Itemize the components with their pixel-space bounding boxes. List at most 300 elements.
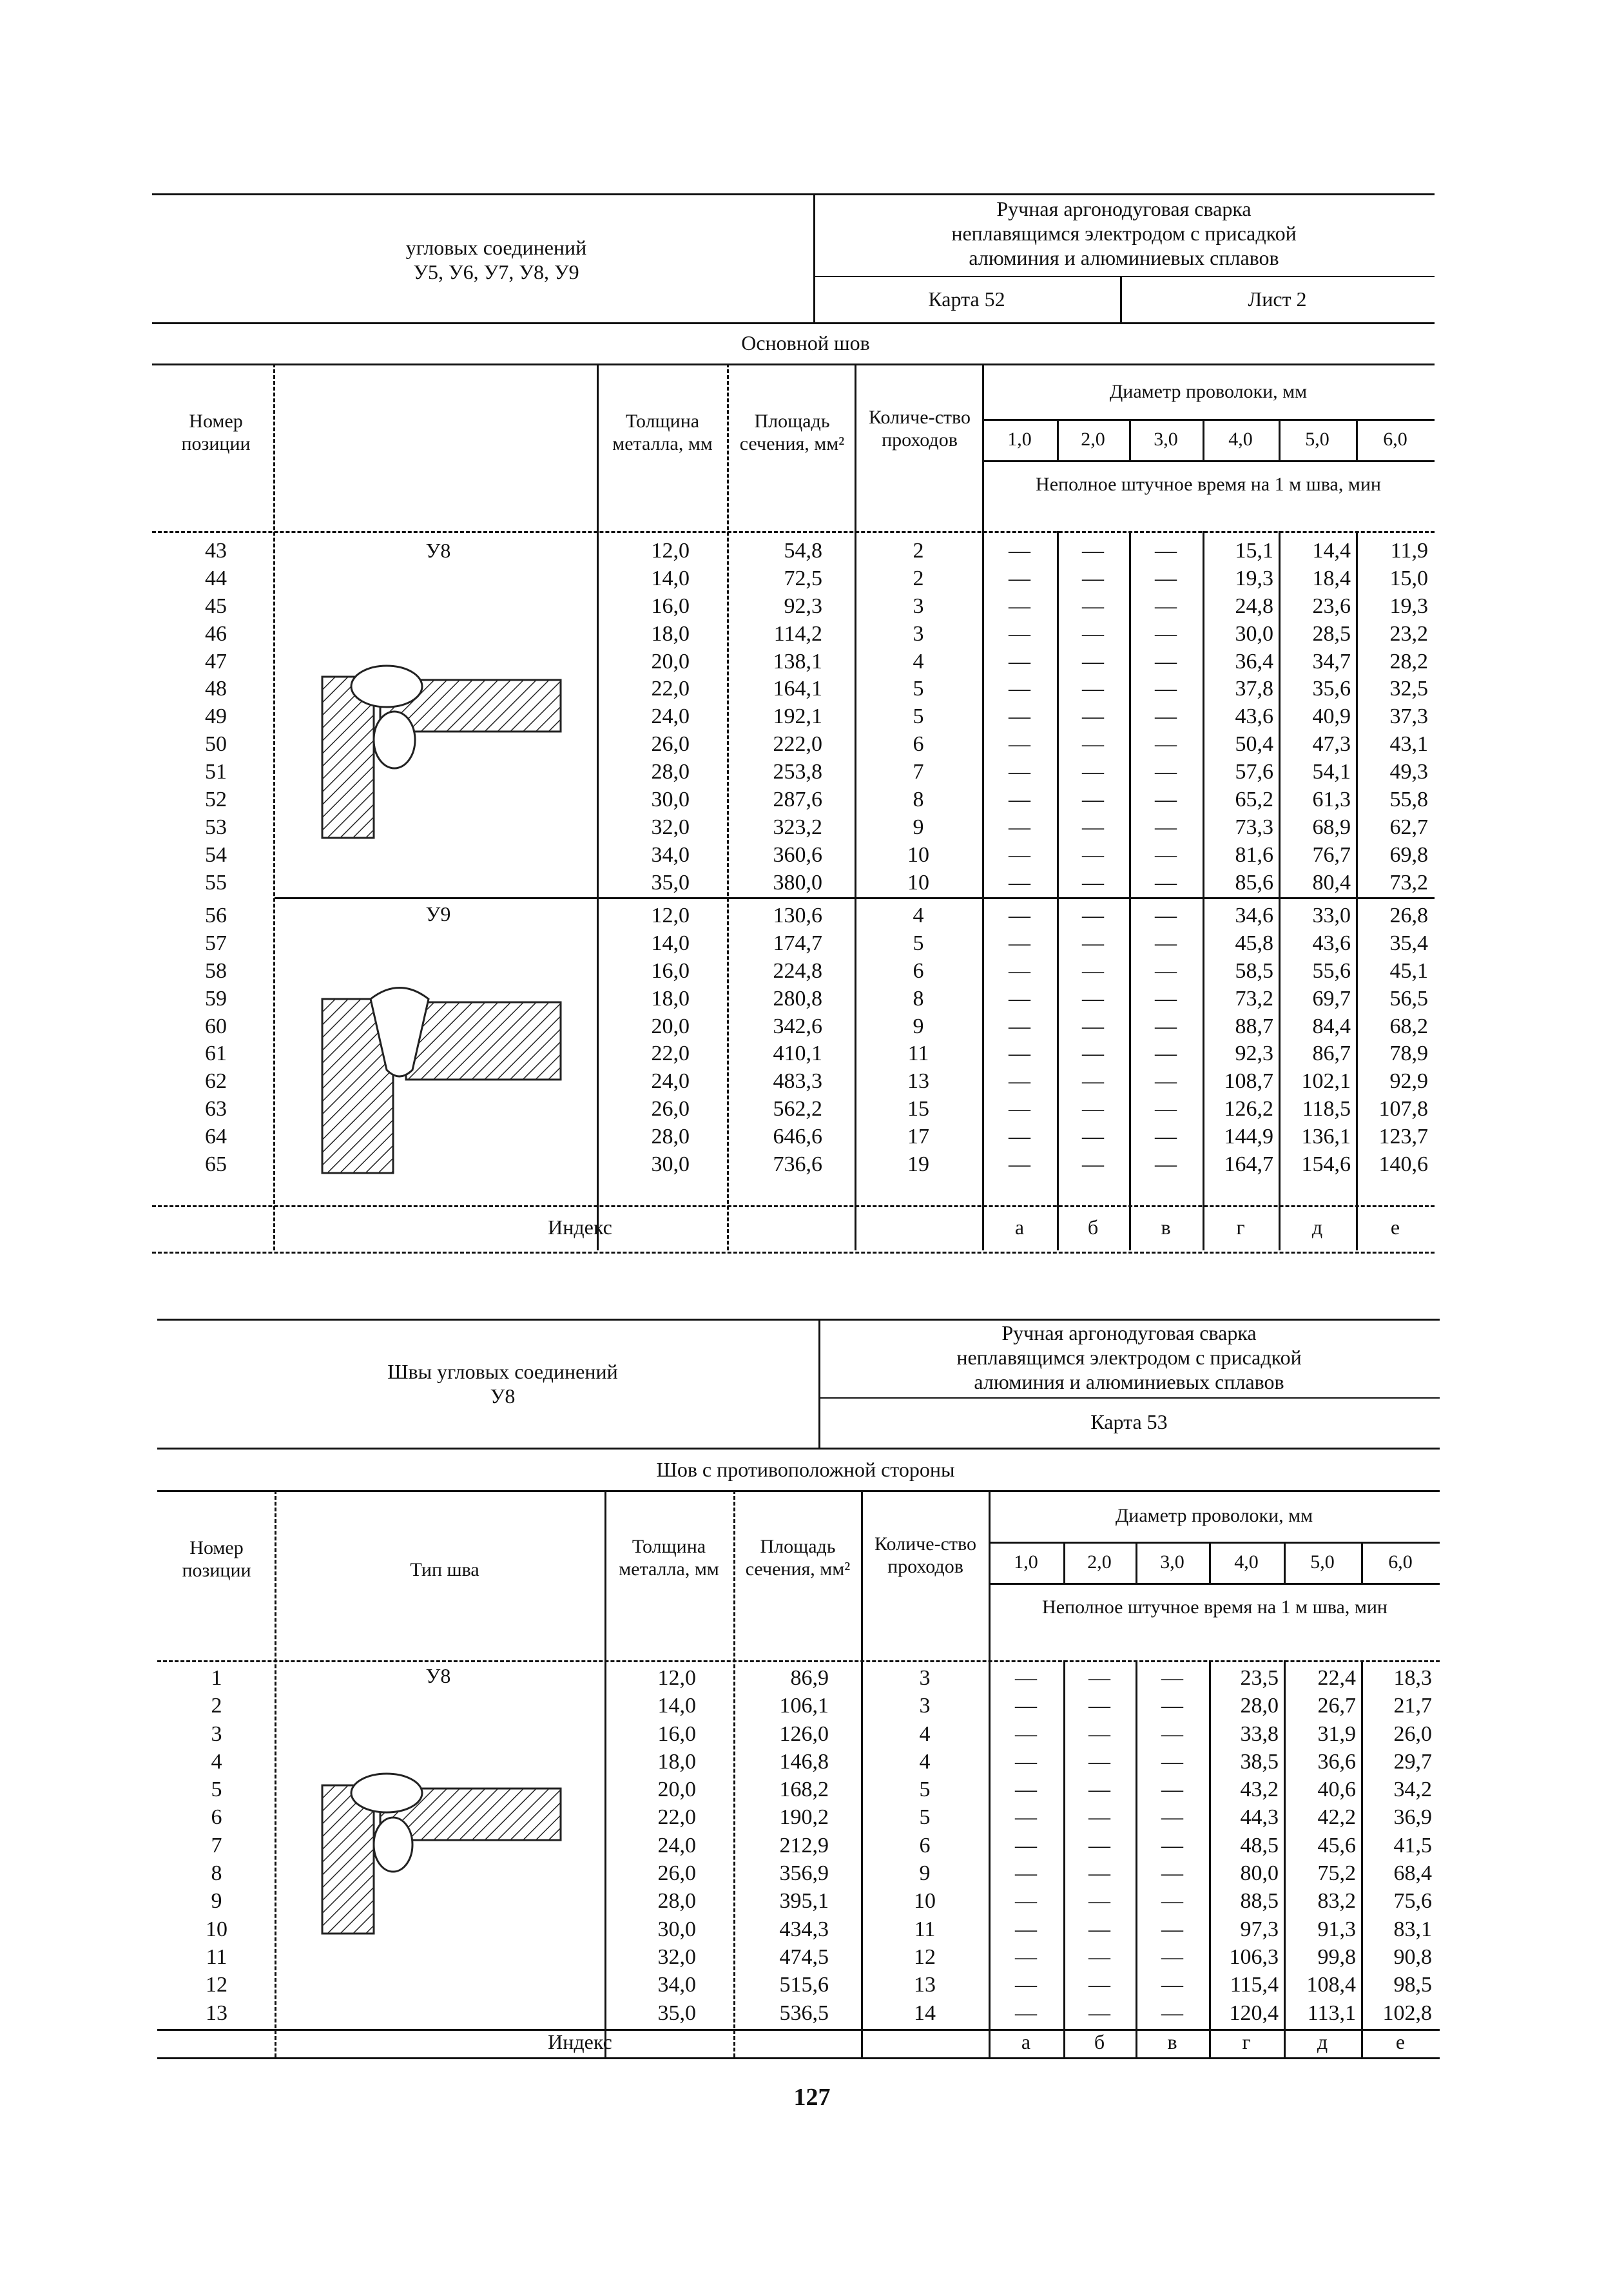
table-cell-d4: 37,8 [1235,677,1273,701]
card53-header-time: Неполное штучное время на 1 м шва, мин [1042,1596,1387,1618]
table-cell-d2: — [1082,1097,1104,1121]
table-cell-thickness: 18,0 [657,1749,696,1774]
card52-index-label: Индекс [548,1216,612,1239]
table-cell-pos: 64 [205,1125,227,1149]
table-cell-d4: 43,6 [1235,704,1273,729]
table-cell-d2: — [1088,1833,1110,1857]
table-cell-d6: 28,2 [1389,649,1428,674]
table-cell-d1: — [1009,1097,1030,1121]
table-cell-d6: 37,3 [1389,704,1428,729]
table-cell-d2: — [1088,1889,1110,1914]
table-cell-d2: — [1088,1973,1110,1997]
table-cell-passes: 3 [919,1694,931,1718]
table-cell-pos: 2 [211,1694,222,1718]
table-cell-d5: 40,9 [1312,704,1351,729]
table-cell-d6: 23,2 [1389,621,1428,646]
table-cell-pos: 53 [205,815,227,839]
card53-header-wire-diameter: Диаметр проволоки, мм [1115,1505,1313,1526]
card52-header-area: Площадь сечения, мм² [739,411,845,455]
table-cell-pos: 44 [205,566,227,590]
card52-g2-d2-col [1058,902,1128,1179]
table-cell-thickness: 20,0 [651,1014,690,1038]
table-cell-d3: — [1155,732,1177,757]
table-cell-d4: 164,7 [1224,1152,1273,1177]
card52-index-e: е [1390,1216,1400,1239]
table-cell-d4: 50,4 [1235,732,1273,757]
card52-index-d: д [1311,1216,1323,1239]
table-cell-d6: 34,2 [1393,1778,1432,1802]
table-cell-area: 130,6 [773,904,822,927]
table-cell-area: 54,8 [784,539,822,563]
card52-title-right-line2: неплавящимся электродом с присадкой [951,221,1297,245]
table-cell-passes: 8 [913,986,924,1011]
table-cell-d1: — [1015,1944,1037,1969]
table-cell-passes: 17 [907,1125,929,1149]
table-cell-d6: 29,7 [1393,1749,1432,1774]
table-cell-area: 126,0 [779,1721,829,1746]
table-cell-area: 222,0 [773,732,822,757]
table-cell-pos: 46 [205,621,227,646]
card53-area-col [739,1664,829,2027]
table-cell-passes: 4 [913,904,924,927]
table-cell-d4: 24,8 [1235,594,1273,618]
table-cell-area: 342,6 [773,1014,822,1038]
table-cell-d3: — [1161,1694,1183,1718]
table-cell-d1: — [1015,1861,1037,1886]
weld-bead [351,1774,422,1812]
table-cell-thickness: 12,0 [657,1666,696,1690]
table-cell-d3: — [1161,1721,1183,1746]
table-cell-d4: 30,0 [1235,621,1273,646]
table-cell-passes: 3 [913,594,924,618]
table-cell-d3: — [1155,842,1177,867]
table-cell-d2: — [1082,704,1104,729]
table-cell-d2: — [1082,931,1104,955]
table-cell-d1: — [1009,760,1030,784]
table-cell-d4: 45,8 [1235,931,1273,955]
table-cell-d5: 54,1 [1312,760,1351,784]
card52-g2-d3-col [1130,902,1201,1179]
table-cell-d6: 68,2 [1389,1014,1428,1038]
card53-weld-type: У8 [425,1664,451,1687]
card52-g2-weld-type: У9 [425,902,451,926]
table-cell-pos: 65 [205,1152,227,1177]
table-cell-pos: 3 [211,1721,222,1746]
table-cell-d6: 55,8 [1389,788,1428,812]
table-cell-d5: 76,7 [1312,842,1351,867]
table-cell-d1: — [1009,1069,1030,1094]
table-cell-d6: 75,6 [1393,1889,1432,1914]
table-cell-d5: 75,2 [1317,1861,1356,1886]
table-cell-area: 72,5 [784,566,822,590]
card52-g1-area-col [732,538,822,897]
card53-d5-col [1285,1664,1356,2027]
table-cell-d3: — [1161,1805,1183,1830]
table-cell-d3: — [1155,1152,1177,1177]
table-cell-d5: 55,6 [1312,958,1351,983]
card52-g1-d1-col [983,538,1056,897]
table-cell-d1: — [1015,1749,1037,1774]
card52-index-v: в [1161,1216,1171,1239]
table-cell-d2: — [1088,1917,1110,1941]
table-cell-thickness: 18,0 [651,621,690,646]
card52-g2-pos-col [161,902,271,1179]
table-cell-pos: 1 [211,1666,222,1690]
table-cell-area: 356,9 [779,1861,829,1886]
table-cell-d2: — [1082,566,1104,590]
weld-bead [351,666,422,707]
table-cell-d4: 144,9 [1224,1125,1273,1149]
table-cell-d1: — [1009,1014,1030,1038]
table-cell-d4: 88,7 [1235,1014,1273,1038]
table-cell-passes: 6 [913,958,924,983]
table-cell-d5: 28,5 [1312,621,1351,646]
table-cell-area: 646,6 [773,1125,822,1149]
page-number: 127 [793,2084,831,2111]
card53-diam-1: 1,0 [1014,1551,1038,1573]
table-cell-passes: 11 [907,1042,929,1066]
table-cell-d6: 102,8 [1382,2001,1432,2025]
table-cell-thickness: 35,0 [657,2001,696,2025]
card53-title-right-line2: неплавящимся электродом с присадкой [956,1345,1302,1369]
table-cell-d4: 80,0 [1240,1861,1279,1886]
table-cell-d3: — [1155,760,1177,784]
table-cell-pos: 63 [205,1097,227,1121]
table-cell-area: 483,3 [773,1069,822,1094]
table-cell-area: 164,1 [773,677,822,701]
table-cell-area: 395,1 [779,1889,829,1914]
table-cell-thickness: 30,0 [651,1152,690,1177]
table-cell-d6: 68,4 [1393,1861,1432,1886]
table-cell-d2: — [1088,1778,1110,1802]
table-cell-passes: 3 [913,621,924,646]
table-cell-d2: — [1082,594,1104,618]
table-cell-d4: 108,7 [1224,1069,1273,1094]
table-cell-d3: — [1161,1749,1183,1774]
card53-title-left-line2: У8 [490,1384,516,1408]
table-cell-d6: 69,8 [1389,842,1428,867]
table-cell-d4: 73,2 [1235,986,1273,1011]
card52-g1-passes-col [857,538,980,897]
table-cell-pos: 47 [205,649,227,674]
table-cell-d3: — [1155,986,1177,1011]
card52-header-position: Номер позиции [181,411,251,455]
table-cell-thickness: 34,0 [651,842,690,867]
table-cell-d1: — [1009,788,1030,812]
table-cell-d3: — [1155,621,1177,646]
table-cell-d1: — [1009,539,1030,563]
table-cell-d6: 56,5 [1389,986,1428,1011]
card53-title-right [818,1321,1440,1394]
table-cell-d5: 118,5 [1302,1097,1351,1121]
card53-diam-4: 4,0 [1234,1551,1259,1573]
card52-g2-d1-col [983,902,1056,1179]
table-cell-passes: 13 [914,1973,936,1997]
table-cell-pos: 49 [205,704,227,729]
table-cell-d6: 107,8 [1378,1097,1428,1121]
table-cell-d5: 99,8 [1317,1944,1356,1969]
weld-bead-back [374,712,415,768]
table-cell-area: 736,6 [773,1152,822,1177]
table-cell-thickness: 32,0 [657,1944,696,1969]
weld-diagram-u8 [309,664,567,844]
table-cell-area: 474,5 [779,1944,829,1969]
card52-g2-d5-col [1280,902,1351,1179]
table-cell-d5: 91,3 [1317,1917,1356,1941]
table-cell-d3: — [1155,539,1177,563]
card52-diam-5: 5,0 [1305,429,1329,450]
table-cell-pos: 62 [205,1069,227,1094]
table-cell-d6: 26,8 [1389,904,1428,927]
table-cell-d4: 19,3 [1235,566,1273,590]
table-cell-passes: 5 [913,677,924,701]
table-cell-d3: — [1155,1069,1177,1094]
table-cell-d5: 18,4 [1312,566,1351,590]
table-cell-thickness: 30,0 [651,788,690,812]
table-cell-d1: — [1009,870,1030,895]
table-cell-thickness: 35,0 [651,870,690,895]
card53-index-d: д [1317,2030,1328,2053]
card53-index-g: г [1242,2030,1251,2053]
table-cell-area: 280,8 [773,986,822,1011]
table-cell-passes: 14 [914,2001,936,2025]
card53-pos-col [161,1664,272,2027]
card53-d3-col [1137,1664,1208,2027]
table-cell-d1: — [1009,704,1030,729]
table-cell-d3: — [1155,594,1177,618]
table-cell-d6: 140,6 [1378,1152,1428,1177]
table-cell-area: 536,5 [779,2001,829,2025]
table-cell-d2: — [1088,1805,1110,1830]
table-cell-passes: 9 [913,1014,924,1038]
table-cell-d1: — [1009,1042,1030,1066]
table-cell-d4: 48,5 [1240,1833,1279,1857]
card53-title-left [277,1360,728,1409]
weld-bead-back [374,1818,412,1872]
table-cell-d5: 136,1 [1301,1125,1351,1149]
table-cell-pos: 45 [205,594,227,618]
weld-diagram-u8-back [309,1772,567,1940]
table-cell-pos: 57 [205,931,227,955]
table-cell-d6: 41,5 [1393,1833,1432,1857]
card52-g1-weld-type: У8 [425,539,451,562]
table-cell-d2: — [1082,842,1104,867]
card53-section-title: Шов с противоположной стороны [656,1458,955,1481]
card52-title-left-line2: У5, У6, У7, У8, У9 [413,260,579,284]
table-cell-d4: 73,3 [1235,815,1273,839]
table-cell-d5: 154,6 [1301,1152,1351,1177]
card53-header-area: Площадь сечения, мм² [745,1536,851,1580]
table-cell-area: 212,9 [779,1833,829,1857]
card52-g1-d2-col [1058,538,1128,897]
card53-index-label: Индекс [548,2030,612,2053]
table-cell-d6: 21,7 [1393,1694,1432,1718]
table-cell-d5: 14,4 [1312,539,1351,563]
table-cell-thickness: 16,0 [651,594,690,618]
table-cell-passes: 11 [914,1917,936,1941]
table-cell-thickness: 12,0 [651,539,690,563]
card53-d1-col [990,1664,1062,2027]
table-cell-d2: — [1082,904,1104,927]
table-cell-d5: 102,1 [1301,1069,1351,1094]
table-cell-d6: 83,1 [1393,1917,1432,1941]
table-cell-d6: 62,7 [1389,815,1428,839]
card53-diam-2: 2,0 [1087,1551,1112,1573]
table-cell-d5: 86,7 [1312,1042,1351,1066]
card52-header-time: Неполное штучное время на 1 м шва, мин [1036,474,1381,495]
table-cell-d4: 85,6 [1235,870,1273,895]
table-cell-d6: 15,0 [1389,566,1428,590]
table-cell-d4: 38,5 [1240,1749,1279,1774]
card52-g1-d4-col [1204,538,1273,897]
table-cell-d4: 126,2 [1224,1097,1273,1121]
table-cell-thickness: 16,0 [657,1721,696,1746]
table-cell-d5: 113,1 [1307,2001,1356,2025]
table-cell-d1: — [1009,677,1030,701]
table-cell-d3: — [1155,704,1177,729]
card52-g1-pos-col [161,538,271,897]
table-cell-d5: 108,4 [1306,1973,1356,1997]
table-cell-area: 410,1 [773,1042,822,1066]
table-cell-d5: 68,9 [1312,815,1351,839]
card52-diam-1: 1,0 [1007,429,1032,450]
table-cell-d5: 35,6 [1312,677,1351,701]
table-cell-d6: 92,9 [1389,1069,1428,1094]
table-cell-d5: 43,6 [1312,931,1351,955]
table-cell-thickness: 20,0 [651,649,690,674]
table-cell-d2: — [1088,1694,1110,1718]
table-cell-area: 174,7 [773,931,822,955]
table-cell-pos: 55 [205,870,227,895]
card53-header-weld-type: Тип шва [410,1559,479,1580]
table-cell-d2: — [1082,1014,1104,1038]
table-cell-thickness: 28,0 [651,1125,690,1149]
card52-header-wire-diameter: Диаметр проволоки, мм [1109,381,1308,402]
card52-diam-6: 6,0 [1383,429,1407,450]
table-cell-d5: 80,4 [1312,870,1351,895]
table-cell-d5: 26,7 [1317,1694,1356,1718]
table-cell-d2: — [1088,1721,1110,1746]
table-cell-d5: 83,2 [1317,1889,1356,1914]
table-cell-d5: 61,3 [1312,788,1351,812]
table-cell-d3: — [1155,958,1177,983]
table-cell-thickness: 22,0 [657,1805,696,1830]
table-cell-d2: — [1082,1042,1104,1066]
table-cell-d6: 98,5 [1393,1973,1432,1997]
table-cell-d6: 49,3 [1389,760,1428,784]
table-cell-d2: — [1088,1749,1110,1774]
table-cell-passes: 7 [913,760,924,784]
table-cell-thickness: 18,0 [651,986,690,1011]
table-cell-d5: 84,4 [1312,1014,1351,1038]
table-cell-thickness: 34,0 [657,1973,696,1997]
table-cell-area: 380,0 [773,870,822,895]
card52-title-right [813,197,1435,270]
table-cell-d3: — [1155,566,1177,590]
table-cell-d6: 26,0 [1393,1721,1432,1746]
table-cell-d4: 43,2 [1240,1778,1279,1802]
table-cell-passes: 9 [913,815,924,839]
table-cell-d4: 36,4 [1235,649,1273,674]
table-cell-d6: 18,3 [1393,1666,1432,1690]
table-cell-d3: — [1155,815,1177,839]
table-cell-thickness: 26,0 [657,1861,696,1886]
table-cell-d3: — [1161,1778,1183,1802]
table-cell-d1: — [1009,842,1030,867]
table-cell-thickness: 16,0 [651,958,690,983]
table-cell-thickness: 24,0 [651,704,690,729]
card52-index-a: а [1014,1216,1025,1239]
card53-d4-col [1210,1664,1279,2027]
table-cell-pos: 10 [206,1917,227,1941]
table-cell-d2: — [1088,1861,1110,1886]
weld-horizontal-plate [406,1002,561,1080]
table-cell-d5: 36,6 [1317,1749,1356,1774]
table-cell-d1: — [1015,1694,1037,1718]
table-cell-d2: — [1082,677,1104,701]
table-cell-d1: — [1009,986,1030,1011]
table-cell-area: 192,1 [773,704,822,729]
table-cell-thickness: 14,0 [657,1694,696,1718]
table-cell-passes: 3 [919,1666,931,1690]
table-cell-d6: 32,5 [1389,677,1428,701]
table-cell-thickness: 12,0 [651,904,690,927]
table-cell-d1: — [1015,1721,1037,1746]
table-cell-d5: 23,6 [1312,594,1351,618]
table-cell-pos: 56 [205,904,227,927]
card52-header-thickness: Толщина металла, мм [612,411,713,455]
table-cell-d4: 120,4 [1229,2001,1279,2025]
table-cell-d1: — [1015,1833,1037,1857]
table-cell-area: 146,8 [779,1749,829,1774]
card52-g2-passes-col [857,902,980,1179]
table-cell-d3: — [1161,1889,1183,1914]
table-cell-pos: 4 [211,1749,222,1774]
table-cell-thickness: 20,0 [657,1778,696,1802]
table-cell-area: 138,1 [773,649,822,674]
table-cell-passes: 13 [907,1069,929,1094]
table-cell-d5: 33,0 [1312,904,1351,927]
table-cell-d1: — [1015,1889,1037,1914]
table-cell-passes: 8 [913,788,924,812]
card52-g1-d3-col [1130,538,1201,897]
table-cell-d4: 33,8 [1240,1721,1279,1746]
card53-header-thickness: Толщина металла, мм [619,1536,719,1580]
table-cell-passes: 4 [919,1721,931,1746]
card52-g2-d6-col [1357,902,1428,1179]
table-cell-d6: 123,7 [1378,1125,1428,1149]
table-cell-d2: — [1082,621,1104,646]
table-cell-thickness: 14,0 [651,931,690,955]
table-cell-thickness: 24,0 [657,1833,696,1857]
table-cell-d1: — [1009,566,1030,590]
table-cell-pos: 7 [211,1833,222,1857]
table-cell-d4: 65,2 [1235,788,1273,812]
table-cell-pos: 51 [205,760,227,784]
table-cell-thickness: 28,0 [657,1889,696,1914]
table-cell-d6: 43,1 [1389,732,1428,757]
table-cell-d2: — [1082,986,1104,1011]
table-cell-passes: 5 [913,704,924,729]
table-cell-thickness: 14,0 [651,566,690,590]
card52-g2-area-col [732,902,822,1179]
table-cell-d4: 81,6 [1235,842,1273,867]
table-cell-d2: — [1082,1069,1104,1094]
card52-title-right-line3: алюминия и алюминиевых сплавов [969,246,1279,269]
card52-g1-thickness-col [606,538,690,897]
table-cell-passes: 4 [913,649,924,674]
table-cell-d1: — [1015,2001,1037,2025]
